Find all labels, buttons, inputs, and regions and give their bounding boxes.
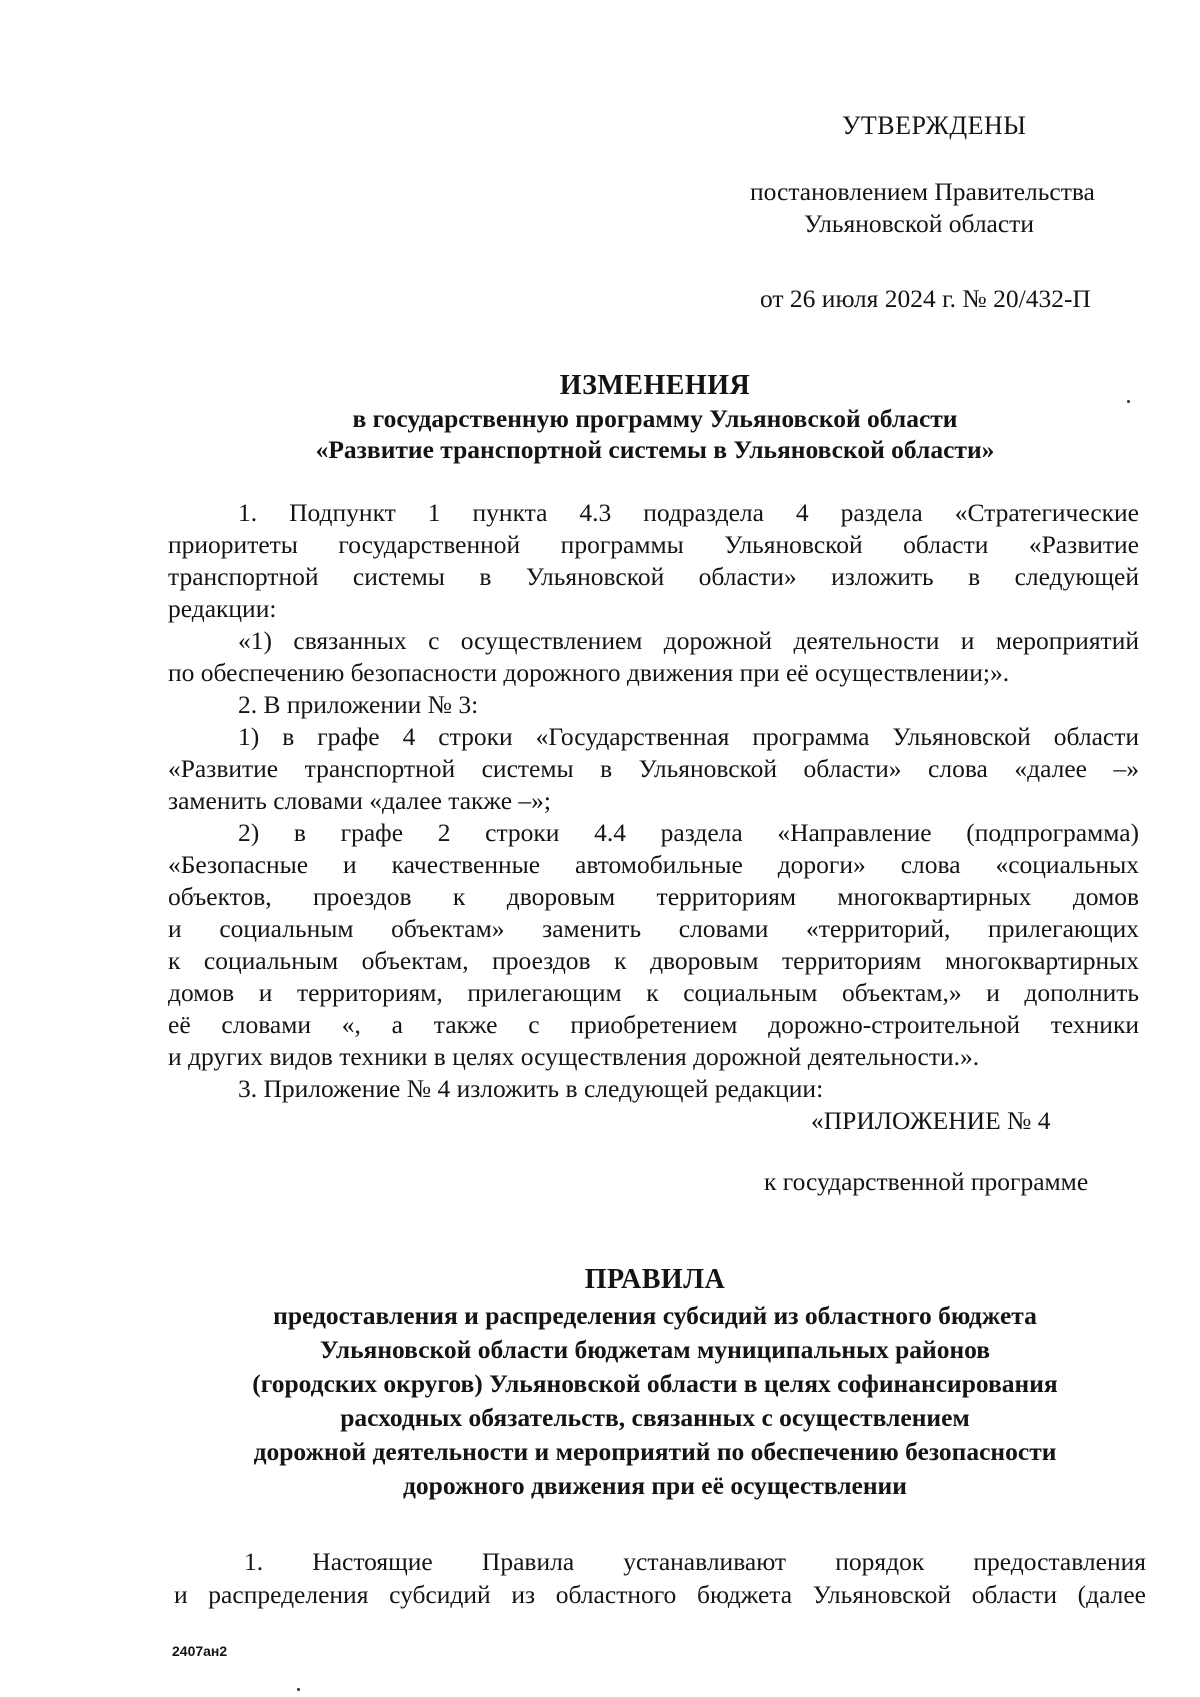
rules-subtitle-line: дорожного движения при её осуществлении: [403, 1471, 907, 1500]
paragraph-line: транспортной системы в Ульяновской области» изложить в следующей: [168, 562, 1139, 591]
rules-subtitle-line: Ульяновской области бюджетам муниципальных районов: [319, 1335, 991, 1364]
paragraph-line: 2. В приложении № 3:: [238, 690, 479, 719]
rules-subtitle-line: (городских округов) Ульяновской области в целях софинансирования: [252, 1369, 1058, 1398]
rules-title: ПРАВИЛА: [584, 1264, 726, 1295]
scan-speck: [297, 1688, 300, 1691]
paragraph-line: 3. Приложение № 4 изложить в следующей редакции:: [238, 1074, 824, 1103]
paragraph-line: к социальным объектам, проездов к дворовым территориям многоквартирных: [168, 946, 1139, 975]
paragraph-line: её словами «, а также с приобретением дорожно-строительной техники: [168, 1010, 1139, 1039]
paragraph-line: 1. Настоящие Правила устанавливают порядок предоставления: [244, 1547, 1146, 1576]
paragraph-line: заменить словами «далее также –»;: [168, 786, 551, 815]
paragraph-line: объектов, проездов к дворовым территориям многоквартирных домов: [168, 882, 1139, 911]
paragraph-line: 1) в графе 4 строки «Государственная программа Ульяновской области: [238, 722, 1139, 751]
rules-subtitle-line: дорожной деятельности и мероприятий по обеспечению безопасности: [253, 1437, 1057, 1466]
rules-subtitle-line: расходных обязательств, связанных с осуществлением: [340, 1403, 970, 1432]
paragraph-line: домов и территориям, прилегающим к социальным объектам,» и дополнить: [168, 978, 1139, 1007]
paragraph-line: «1) связанных с осуществлением дорожной деятельности и мероприятий: [238, 626, 1139, 655]
paragraph-line: «Безопасные и качественные автомобильные дороги» слова «социальных: [168, 850, 1139, 879]
scan-speck: [1127, 400, 1130, 403]
paragraph-line: редакции:: [168, 594, 277, 623]
paragraph-line: и распределения субсидий из областного бюджета Ульяновской области (далее: [174, 1580, 1146, 1609]
changes-title: ИЗМЕНЕНИЯ: [559, 370, 751, 401]
approval-title: УТВЕРЖДЕНЫ: [842, 111, 1027, 140]
paragraph-line: приоритеты государственной программы Ульяновской области «Развитие: [168, 530, 1139, 559]
approval-line-1: постановлением Правительства: [750, 177, 1095, 206]
changes-subtitle-line-1: в государственную программу Ульяновской области: [352, 404, 958, 433]
rules-subtitle-line: предоставления и распределения субсидий из областного бюджета: [273, 1301, 1037, 1330]
approval-line-2: Ульяновской области: [804, 209, 1034, 238]
paragraph-line: и социальным объектам» заменить словами «территорий, прилегающих: [168, 914, 1139, 943]
appendix-title: «ПРИЛОЖЕНИЕ № 4: [811, 1106, 1051, 1135]
document-code: 2407ан2: [172, 1643, 228, 1659]
paragraph-line: и других видов техники в целях осуществления дорожной деятельности.».: [168, 1042, 980, 1071]
approval-date: от 26 июля 2024 г. № 20/432-П: [760, 284, 1091, 313]
paragraph-line: 1. Подпункт 1 пункта 4.3 подраздела 4 раздела «Стратегические: [238, 498, 1139, 527]
paragraph-line: «Развитие транспортной системы в Ульяновской области» слова «далее –»: [168, 754, 1139, 783]
paragraph-line: 2) в графе 2 строки 4.4 раздела «Направление (подпрограмма): [238, 818, 1139, 847]
changes-subtitle-line-2: «Развитие транспортной системы в Ульяновской области»: [315, 435, 995, 464]
paragraph-line: по обеспечению безопасности дорожного движения при её осуществлении;».: [168, 658, 1010, 687]
appendix-subtitle: к государственной программе: [764, 1167, 1089, 1196]
